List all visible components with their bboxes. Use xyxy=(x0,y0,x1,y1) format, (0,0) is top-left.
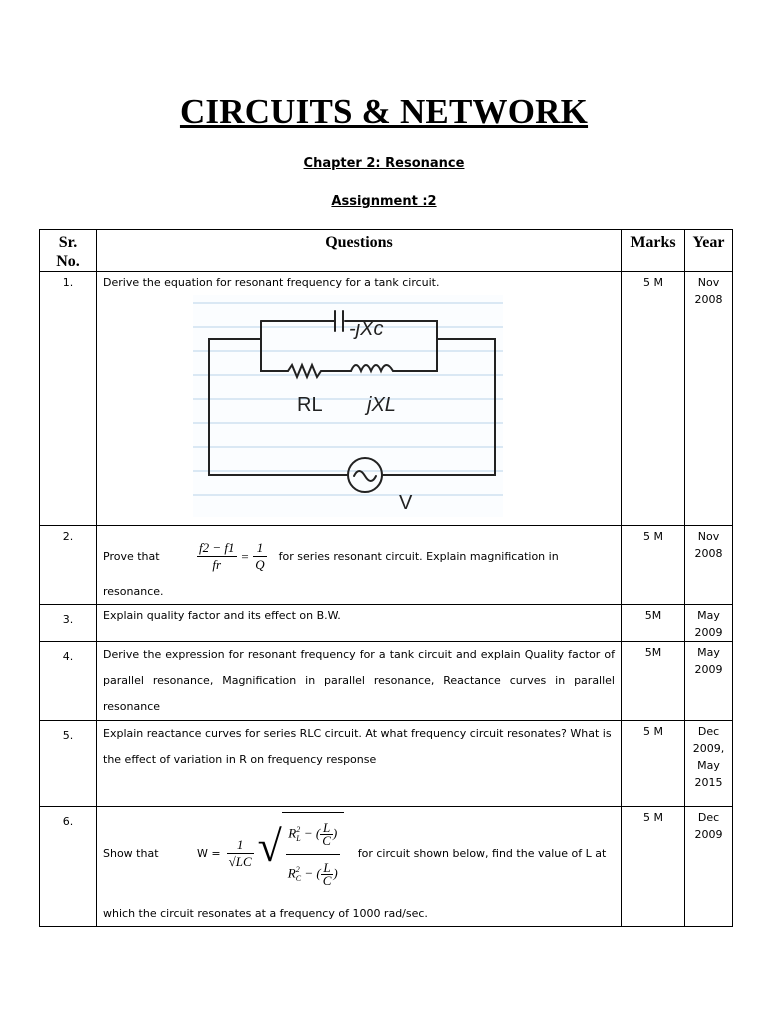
capacitor-label: -jXc xyxy=(349,318,384,340)
question-text: resonance. xyxy=(103,585,164,598)
header-year: Year xyxy=(685,230,733,272)
question-cell xyxy=(97,272,622,526)
row-number: 1. xyxy=(40,272,97,526)
year-cell: Dec 2009, May 2015 xyxy=(685,721,733,807)
year-cell: Nov 2008 xyxy=(685,526,733,605)
row-number: 6. xyxy=(40,807,97,927)
marks-cell: 5 M xyxy=(622,272,685,526)
table-row xyxy=(40,642,733,721)
question-text: for circuit shown below, find the value of L at xyxy=(357,846,607,860)
sqrt-formula: √ $R^2_L$ − ( $\frac{L}{C}$ ) $R^2_C$ − ( $\frac{L}{C}$ ) xyxy=(258,812,344,894)
question-text: Derive the equation for resonant frequency for a tank circuit. xyxy=(103,276,440,289)
question-text: Show that xyxy=(103,846,159,860)
row-number: 5. xyxy=(40,721,97,807)
header-marks: Marks xyxy=(622,230,685,272)
question-cell xyxy=(97,807,622,927)
question-text: which the circuit resonates at a frequency of 1000 rad/sec. xyxy=(103,907,428,920)
question-cell: Explain quality factor and its effect on B.W. xyxy=(97,605,622,642)
year-cell: Nov 2008 xyxy=(685,272,733,526)
question-cell: Explain reactance curves for series RLC circuit. At what frequency circuit resonates? What is the effect of variation in R on frequency response xyxy=(97,721,622,807)
page-title: CIRCUITS & NETWORK xyxy=(179,92,589,131)
table-row xyxy=(40,272,733,526)
table-row xyxy=(40,807,733,927)
question-text: for series resonant circuit. Explain magnification in xyxy=(278,549,559,563)
voltage-label: V xyxy=(399,492,413,514)
marks-cell: 5 M xyxy=(622,807,685,927)
question-cell: Derive the expression for resonant frequency for a tank circuit and explain Quality factor of parallel resonance, Magnification in parallel resonance, Reactance curves in parallel resonance xyxy=(97,642,622,721)
questions-table xyxy=(39,229,733,927)
marks-cell: 5M xyxy=(622,642,685,721)
row-number: 2. xyxy=(40,526,97,605)
header-questions: Questions xyxy=(97,230,622,272)
year-cell: Dec 2009 xyxy=(685,807,733,927)
chapter-heading: Chapter 2: Resonance xyxy=(303,156,465,171)
formula-fraction: $\frac{1}{√LC}$ xyxy=(228,836,252,869)
formula-fraction: $\frac{1}{Q}$ xyxy=(255,539,265,572)
table-header-row xyxy=(40,230,733,272)
tank-circuit-diagram xyxy=(193,295,503,517)
resistor-label: RL xyxy=(297,394,323,416)
row-number: 4. xyxy=(40,642,97,721)
inductor-label: jXL xyxy=(367,394,396,416)
year-cell: May 2009 xyxy=(685,642,733,721)
table-row xyxy=(40,526,733,605)
row-number: 3. xyxy=(40,605,97,642)
marks-cell: 5 M xyxy=(622,721,685,807)
marks-cell: 5 M xyxy=(622,526,685,605)
year-cell: May 2009 xyxy=(685,605,733,642)
formula-fraction: $\frac{f2 - f1}{fr}$ xyxy=(199,539,235,572)
table-row xyxy=(40,605,733,642)
table-row xyxy=(40,721,733,807)
question-text: Prove that xyxy=(103,549,160,563)
marks-cell: 5M xyxy=(622,605,685,642)
header-sr-no: Sr. No. xyxy=(40,230,97,272)
question-text: W = xyxy=(197,846,221,860)
assignment-heading: Assignment :2 xyxy=(331,194,437,209)
question-cell: Prove that $\frac{f2 - f1}{fr}$ = $\frac{1}{Q}$ for series resonant circuit. Explain magnification in resonance. xyxy=(97,526,622,605)
